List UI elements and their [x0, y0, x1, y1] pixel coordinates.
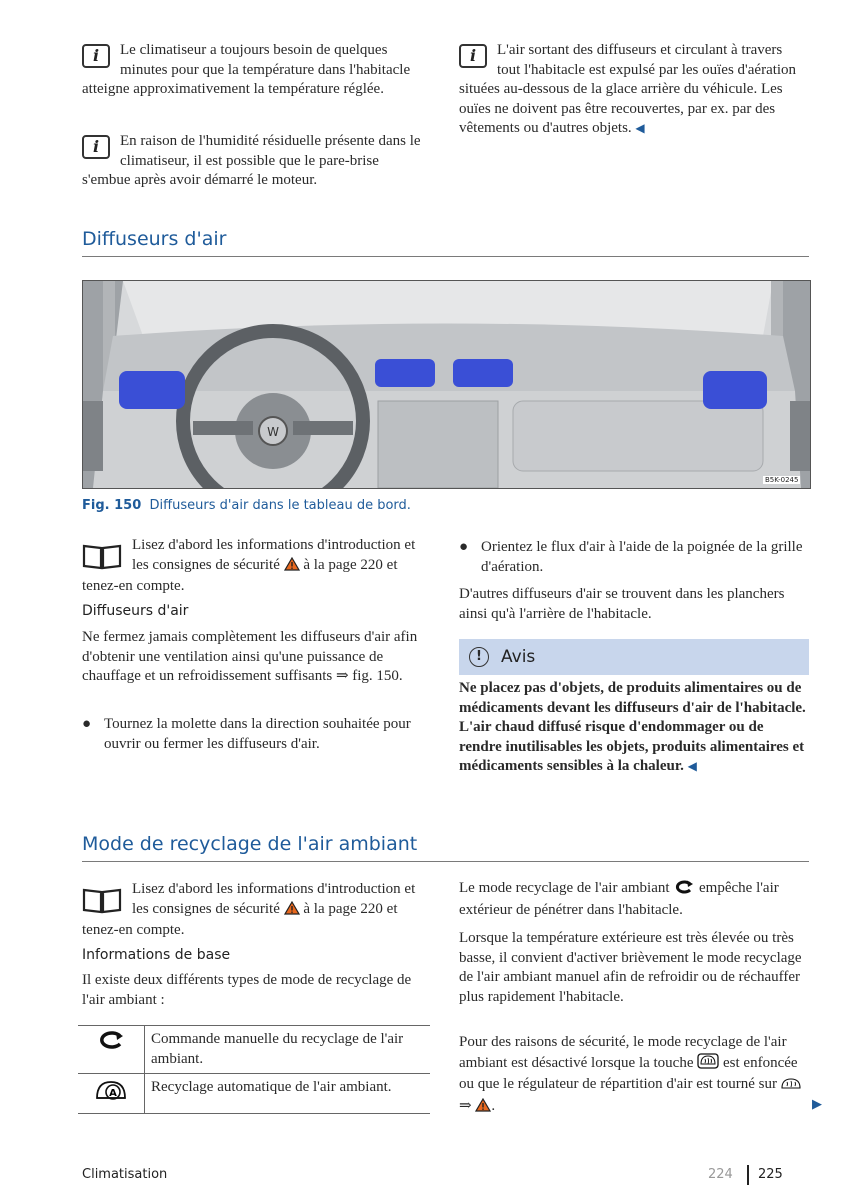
info-note-1 — [82, 41, 428, 100]
para-securite: Pour des raisons de sécurité, le mode recyclage de l'air ambiant est désactivé lorsque la touche est enfoncée ou que le régulateur de répartition d'air est tourné sur ⇒ . — [459, 1033, 807, 1118]
center-left-air-vent — [375, 359, 435, 387]
avis-text: Ne placez pas d'objets, de produits alimentaires ou de médicaments devant les diffuseurs d'air de l'habitacle. L'air chaud diffusé risque d'endommager ou de rendre inutilisables les objets, produits alimentaires et médicaments sensibles à la chaleur. ◀ — [459, 680, 806, 775]
para-types: Il existe deux différents types de mode de recyclage de l'air ambiant : — [82, 972, 412, 1008]
right-air-vent — [703, 371, 767, 409]
warning-icon — [475, 1098, 491, 1119]
table-cell-manual: Commande manuelle du recyclage de l'air ambiant. — [145, 1026, 431, 1074]
footer-section-title: Climatisation — [82, 1167, 168, 1182]
subheading-informations: Informations de base — [82, 947, 231, 963]
table-row — [78, 1074, 430, 1114]
windshield-defrost-icon — [781, 1077, 801, 1097]
svg-text:A: A — [109, 1088, 117, 1100]
continue-arrow-icon: ▶ — [812, 1096, 822, 1111]
table-row — [78, 1026, 430, 1074]
info-note-3 — [459, 41, 807, 139]
dashboard-illustration — [83, 281, 810, 488]
defrost-button-icon — [697, 1053, 719, 1076]
figure-ref-label: B5K-0245 — [765, 476, 799, 484]
warning-icon — [284, 557, 300, 578]
subheading-diffuseurs: Diffuseurs d'air — [82, 603, 189, 619]
para-autres-diffuseurs: D'autres diffuseurs d'air se trouvent dans les planchers ainsi qu'à l'arrière de l'habitacle. — [459, 586, 785, 622]
notice-icon: ! — [469, 647, 489, 667]
info-icon: i — [82, 135, 110, 159]
end-of-section-icon: ◀ — [687, 759, 697, 774]
auto-recirculation-icon — [94, 1088, 128, 1108]
recirculation-icon — [673, 880, 695, 901]
para-temperature: Lorsque la température extérieure est très élevée ou très basse, il convient d'activer brièvement le mode recyclage de l'air ambiant manuel afin de refroidir ou de réchauffer plus rapidement l'habitacle. — [459, 930, 802, 1005]
page-separator — [747, 1165, 749, 1185]
center-right-air-vent — [453, 359, 513, 387]
book-icon — [82, 886, 122, 919]
intro-note-1: Lisez d'abord les informations d'introduction et les consignes de sécurité à la page 220 et tenez-en compte. — [82, 537, 416, 595]
warning-icon — [284, 901, 300, 922]
info-note-2-text: En raison de l'humidité résiduelle présente dans le climatiseur, il est possible que le pare-brise s'embue après avoir démarré le moteur. — [82, 133, 421, 189]
figure-caption: Fig. 150 Diffuseurs d'air dans le tableau de bord. — [82, 498, 411, 513]
intro-note-2: Lisez d'abord les informations d'introduction et les consignes de sécurité à la page 220 et tenez-en compte. — [82, 881, 416, 939]
figure-dashboard — [82, 280, 811, 489]
info-note-2 — [82, 132, 428, 191]
para-mode-recyclage: Le mode recyclage de l'air ambiant empêche l'air extérieur de pénétrer dans l'habitacle. — [459, 880, 779, 918]
section-heading-diffuseurs: Diffuseurs d'air — [82, 228, 227, 250]
avis-box — [459, 639, 809, 777]
info-note-1-text: Le climatiseur a toujours besoin de quelques minutes pour que la température dans l'habitacle atteigne approximativement la température réglée. — [82, 42, 411, 98]
recirculation-icon — [96, 1037, 126, 1054]
section-rule — [82, 256, 809, 257]
left-air-vent — [119, 371, 185, 409]
avis-header: ! Avis — [459, 639, 809, 675]
book-icon — [82, 542, 122, 575]
info-icon: i — [82, 44, 110, 68]
bullet-molette: ● Tournez la molette dans la direction souhaitée pour ouvrir ou fermer les diffuseurs d'air. — [82, 716, 411, 752]
section-heading-recyclage: Mode de recyclage de l'air ambiant — [82, 833, 418, 855]
table-cell-auto: Recyclage automatique de l'air ambiant. — [145, 1074, 431, 1114]
section-rule — [82, 861, 809, 862]
page-number-right: 225 — [758, 1167, 783, 1182]
recirculation-table — [78, 1025, 430, 1114]
end-of-section-icon: ◀ — [635, 121, 645, 136]
para-diffuseurs: Ne fermez jamais complètement les diffuseurs d'air afin d'obtenir une ventilation ainsi qu'une puissance de chauffage et un refroidissement suffisants ⇒ fig. 150. — [82, 629, 418, 685]
svg-text:W: W — [267, 425, 279, 439]
info-icon: i — [459, 44, 487, 68]
info-note-3-text: L'air sortant des diffuseurs et circulant à travers tout l'habitacle est expulsé par les ouïes d'aération situées au-dessous de la glace arrière du véhicule. Les ouïes ne doivent pas être recouvertes, par ex. par des vêtements ou d'autres objets. ◀ — [459, 42, 797, 137]
page-number-left: 224 — [708, 1167, 733, 1182]
bullet-orientez: ● Orientez le flux d'air à l'aide de la poignée de la grille d'aération. — [459, 539, 803, 575]
